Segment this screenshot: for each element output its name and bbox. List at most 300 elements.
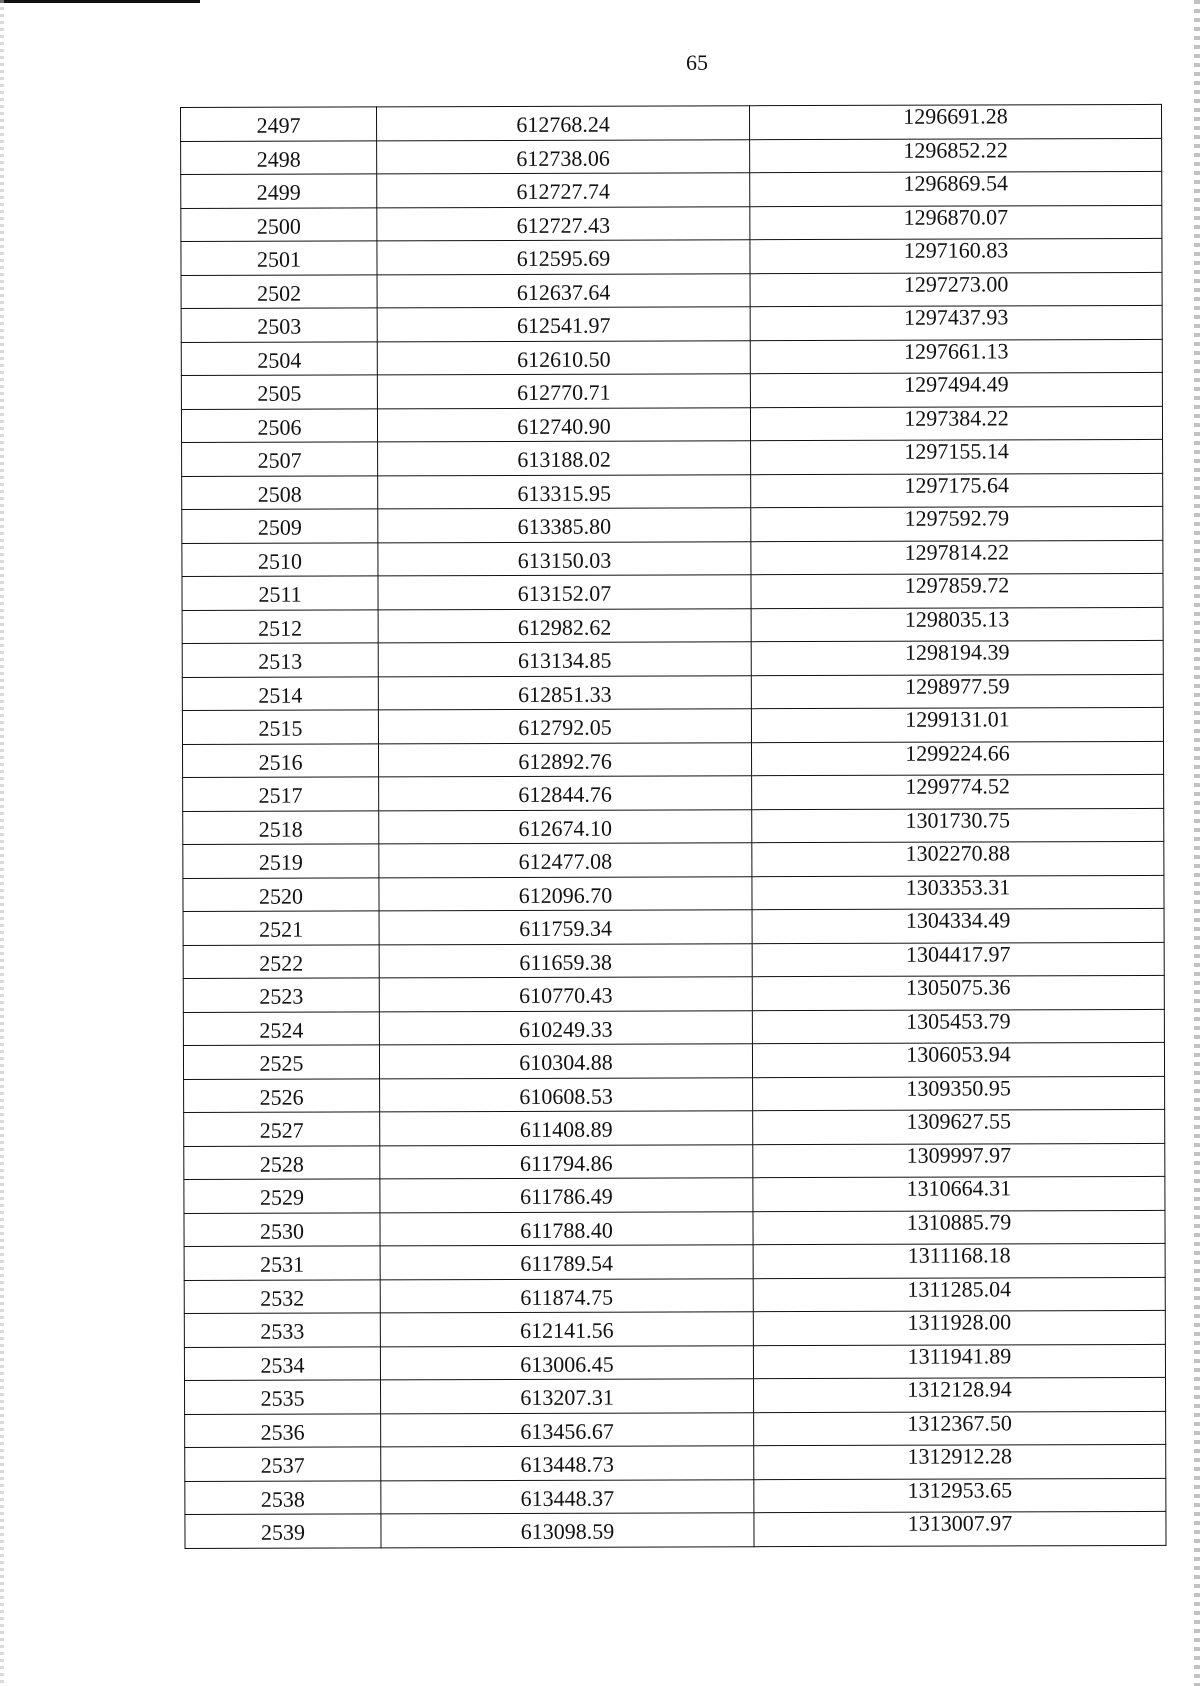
table-row	[184, 1243, 1165, 1280]
x-coordinate-text: 611874.75	[520, 1284, 614, 1310]
point-number-cell	[181, 341, 377, 375]
table-row	[184, 1210, 1165, 1247]
point-number-cell	[184, 1078, 380, 1112]
y-coordinate-cell	[750, 305, 1162, 340]
x-coordinate-text: 610608.53	[519, 1083, 613, 1109]
table-row	[181, 205, 1162, 242]
point-number-cell	[184, 1179, 380, 1213]
x-coordinate-text: 612727.74	[516, 178, 611, 205]
y-coordinate-text: 1298977.59	[905, 673, 1010, 699]
x-coordinate-text: 612477.08	[518, 848, 613, 875]
point-number-cell	[182, 609, 378, 643]
table-row	[184, 1344, 1165, 1381]
x-coordinate-text: 612982.62	[517, 614, 612, 640]
point-number-cell	[182, 676, 378, 710]
y-coordinate-text: 1296869.54	[903, 170, 1009, 196]
x-coordinate-cell	[380, 1379, 753, 1414]
table-row	[182, 707, 1163, 744]
table-row	[182, 506, 1163, 543]
x-coordinate-cell	[377, 374, 750, 409]
point-number-cell	[183, 1045, 379, 1079]
point-number-text: 2498	[256, 146, 301, 172]
table-row	[182, 473, 1163, 510]
y-coordinate-cell	[749, 104, 1161, 139]
y-coordinate-cell	[753, 1243, 1165, 1278]
point-number-cell	[184, 1246, 380, 1280]
point-number-text: 2537	[260, 1452, 305, 1479]
y-coordinate-text: 1309997.97	[906, 1142, 1012, 1168]
x-coordinate-cell	[378, 642, 751, 677]
table-row	[181, 339, 1162, 376]
point-number-text: 2504	[257, 347, 302, 373]
y-coordinate-cell	[754, 1444, 1166, 1479]
x-coordinate-cell	[378, 474, 751, 509]
table-row	[183, 741, 1164, 778]
point-number-cell	[184, 1112, 380, 1146]
y-coordinate-text: 1311941.89	[907, 1343, 1012, 1369]
x-coordinate-cell	[379, 843, 752, 878]
table-row	[185, 1444, 1166, 1481]
y-coordinate-text: 1304417.97	[905, 941, 1011, 967]
point-number-text: 2514	[258, 682, 303, 708]
point-number-cell	[183, 1011, 379, 1045]
x-coordinate-text: 612727.43	[516, 212, 611, 238]
x-coordinate-text: 612768.24	[516, 111, 610, 138]
y-coordinate-cell	[751, 607, 1163, 642]
table-row	[185, 1478, 1166, 1515]
y-coordinate-cell	[751, 741, 1163, 776]
x-coordinate-cell	[378, 441, 751, 476]
y-coordinate-text: 1296691.28	[903, 103, 1008, 129]
x-coordinate-cell	[380, 1178, 753, 1213]
x-coordinate-text: 612844.76	[518, 781, 612, 808]
y-coordinate-text: 1299131.01	[905, 706, 1010, 732]
point-number-cell	[185, 1480, 381, 1514]
point-number-cell	[183, 911, 379, 945]
table-row	[183, 975, 1164, 1012]
table-row	[183, 1042, 1164, 1079]
point-number-text: 2523	[259, 983, 304, 1010]
x-coordinate-text: 612740.90	[517, 413, 611, 439]
y-coordinate-text: 1297155.14	[904, 438, 1009, 464]
x-coordinate-text: 610770.43	[519, 982, 613, 1009]
y-coordinate-cell	[753, 1076, 1165, 1111]
point-number-cell	[181, 140, 377, 174]
point-number-text: 2519	[258, 849, 303, 876]
x-coordinate-text: 612595.69	[516, 245, 611, 272]
x-coordinate-cell	[377, 106, 750, 141]
y-coordinate-text: 1306053.94	[906, 1041, 1011, 1067]
point-number-text: 2505	[257, 380, 302, 407]
y-coordinate-cell	[753, 1109, 1165, 1144]
point-number-text: 2526	[259, 1084, 304, 1110]
point-number-text: 2530	[259, 1218, 305, 1244]
point-number-cell	[182, 442, 378, 476]
point-number-text: 2521	[259, 916, 304, 943]
y-coordinate-cell	[752, 908, 1164, 943]
x-coordinate-text: 613448.73	[520, 1451, 615, 1478]
y-coordinate-text: 1298035.13	[904, 606, 1010, 632]
y-coordinate-text: 1297384.22	[904, 405, 1009, 431]
y-coordinate-text: 1297273.00	[903, 271, 1009, 297]
y-coordinate-cell	[753, 1210, 1165, 1245]
table-row	[183, 942, 1164, 979]
y-coordinate-text: 1299774.52	[905, 773, 1010, 799]
point-number-cell	[185, 1447, 381, 1481]
x-coordinate-text: 612674.10	[518, 815, 613, 841]
y-coordinate-text: 1297175.64	[904, 472, 1009, 498]
x-coordinate-text: 613315.95	[517, 480, 612, 506]
x-coordinate-text: 612541.97	[516, 312, 611, 339]
x-coordinate-cell	[380, 1312, 753, 1347]
point-number-text: 2518	[258, 816, 303, 842]
table-row	[182, 573, 1163, 610]
x-coordinate-cell	[378, 709, 751, 744]
x-coordinate-cell	[378, 608, 751, 643]
table-row	[181, 104, 1162, 141]
x-coordinate-cell	[380, 1245, 753, 1280]
y-coordinate-cell	[752, 975, 1164, 1010]
x-coordinate-text: 613456.67	[520, 1418, 614, 1444]
y-coordinate-cell	[753, 1377, 1165, 1412]
table-row	[182, 674, 1163, 711]
x-coordinate-cell	[378, 575, 751, 610]
y-coordinate-text: 1305075.36	[905, 974, 1011, 1000]
x-coordinate-cell	[377, 139, 750, 174]
y-coordinate-cell	[754, 1511, 1166, 1546]
point-number-cell	[182, 643, 378, 677]
point-number-text: 2509	[257, 514, 302, 541]
table-row	[181, 272, 1162, 309]
y-coordinate-cell	[753, 1310, 1165, 1345]
table-row	[184, 1310, 1165, 1347]
table-row	[183, 908, 1164, 945]
x-coordinate-cell	[380, 1345, 753, 1380]
table-row	[184, 1109, 1165, 1146]
x-coordinate-cell	[378, 541, 751, 576]
point-number-text: 2529	[259, 1184, 304, 1211]
point-number-text: 2535	[260, 1385, 305, 1412]
point-number-text: 2499	[256, 179, 301, 206]
x-coordinate-cell	[379, 742, 752, 777]
x-coordinate-text: 610304.88	[519, 1049, 613, 1076]
y-coordinate-cell	[750, 272, 1162, 307]
point-number-cell	[182, 509, 378, 543]
x-coordinate-cell	[380, 1077, 753, 1112]
point-number-text: 2501	[256, 246, 302, 273]
point-number-text: 2510	[257, 548, 302, 574]
table-row	[182, 640, 1163, 677]
point-number-cell	[183, 810, 379, 844]
point-number-text: 2516	[258, 749, 303, 775]
y-coordinate-text: 1311928.00	[907, 1309, 1012, 1335]
x-coordinate-cell	[380, 1111, 753, 1146]
point-number-cell	[184, 1279, 380, 1313]
page-number	[0, 50, 1200, 76]
x-coordinate-text: 613207.31	[520, 1384, 614, 1411]
y-coordinate-cell	[752, 875, 1164, 910]
point-number-text: 2533	[260, 1318, 305, 1345]
y-coordinate-cell	[754, 1478, 1166, 1513]
point-number-text: 2517	[258, 782, 303, 809]
table-row	[181, 171, 1162, 208]
x-coordinate-text: 612610.50	[517, 346, 611, 372]
point-number-text: 2528	[259, 1151, 304, 1177]
point-number-cell	[183, 844, 379, 878]
x-coordinate-cell	[377, 340, 750, 375]
point-number-text: 2511	[258, 581, 302, 608]
y-coordinate-cell	[750, 205, 1162, 240]
point-number-cell	[184, 1212, 380, 1246]
y-coordinate-text: 1298194.39	[904, 639, 1010, 665]
x-coordinate-text: 611408.89	[519, 1116, 613, 1143]
point-number-text: 2497	[256, 112, 301, 139]
y-coordinate-cell	[752, 1009, 1164, 1044]
point-number-cell	[181, 207, 377, 241]
y-coordinate-cell	[753, 1143, 1165, 1178]
scan-right-edge	[1194, 0, 1200, 1686]
point-number-text: 2502	[257, 280, 302, 306]
point-number-cell	[183, 978, 379, 1012]
x-coordinate-cell	[381, 1513, 754, 1548]
point-number-text: 2539	[260, 1519, 306, 1546]
x-coordinate-cell	[380, 1211, 753, 1246]
point-number-text: 2536	[260, 1419, 305, 1445]
x-coordinate-cell	[379, 943, 752, 978]
y-coordinate-text: 1297160.83	[903, 237, 1009, 263]
x-coordinate-cell	[377, 206, 750, 241]
point-number-text: 2532	[260, 1285, 305, 1311]
point-number-text: 2512	[258, 615, 303, 641]
point-number-cell	[183, 944, 379, 978]
point-number-cell	[182, 710, 378, 744]
point-number-text: 2508	[257, 481, 302, 507]
point-number-cell	[181, 375, 377, 409]
table-row	[183, 808, 1164, 845]
x-coordinate-text: 613150.03	[517, 547, 612, 573]
x-coordinate-cell	[379, 809, 752, 844]
x-coordinate-cell	[381, 1446, 754, 1481]
y-coordinate-cell	[753, 1277, 1165, 1312]
table-row	[181, 238, 1162, 275]
table-row	[181, 138, 1162, 175]
y-coordinate-cell	[751, 573, 1163, 608]
x-coordinate-text: 613385.80	[517, 513, 612, 540]
x-coordinate-cell	[381, 1412, 754, 1447]
x-coordinate-cell	[380, 1278, 753, 1313]
point-number-cell	[182, 576, 378, 610]
x-coordinate-text: 613098.59	[520, 1518, 615, 1545]
y-coordinate-cell	[753, 1344, 1165, 1379]
table-row	[184, 1176, 1165, 1213]
point-number-text: 2525	[259, 1050, 304, 1077]
x-coordinate-cell	[379, 876, 752, 911]
y-coordinate-cell	[752, 942, 1164, 977]
table-row	[184, 1076, 1165, 1113]
table-row	[182, 439, 1163, 476]
y-coordinate-text: 1309627.55	[906, 1108, 1011, 1134]
y-coordinate-cell	[752, 841, 1164, 876]
point-number-text: 2522	[259, 950, 304, 976]
y-coordinate-cell	[750, 171, 1162, 206]
table-row	[185, 1377, 1166, 1414]
x-coordinate-text: 613152.07	[517, 580, 612, 607]
x-coordinate-text: 611789.54	[520, 1250, 614, 1277]
x-coordinate-cell	[377, 407, 750, 442]
y-coordinate-text: 1297437.93	[903, 304, 1009, 330]
x-coordinate-text: 613188.02	[517, 446, 611, 473]
point-number-text: 2527	[259, 1117, 304, 1144]
y-coordinate-text: 1296852.22	[903, 137, 1008, 163]
x-coordinate-text: 611794.86	[519, 1150, 613, 1176]
y-coordinate-cell	[752, 774, 1164, 809]
point-number-cell	[182, 475, 378, 509]
y-coordinate-text: 1309350.95	[906, 1075, 1011, 1101]
y-coordinate-cell	[753, 1176, 1165, 1211]
point-number-cell	[181, 274, 377, 308]
x-coordinate-text: 613448.37	[520, 1485, 615, 1511]
x-coordinate-text: 611788.40	[520, 1217, 613, 1243]
point-number-cell	[185, 1413, 381, 1447]
y-coordinate-text: 1312953.65	[907, 1477, 1013, 1503]
x-coordinate-text: 612096.70	[518, 882, 613, 908]
y-coordinate-text: 1297661.13	[903, 338, 1009, 364]
point-number-text: 2538	[260, 1486, 305, 1512]
y-coordinate-text: 1297814.22	[904, 539, 1010, 565]
y-coordinate-text: 1296870.07	[903, 204, 1009, 230]
point-number-text: 2503	[257, 313, 302, 340]
y-coordinate-text: 1303353.31	[905, 874, 1011, 900]
y-coordinate-text: 1297494.49	[904, 371, 1009, 397]
point-number-cell	[181, 107, 377, 141]
y-coordinate-cell	[751, 674, 1163, 709]
point-number-cell	[181, 174, 377, 208]
y-coordinate-text: 1311168.18	[907, 1242, 1011, 1268]
x-coordinate-text: 611659.38	[519, 949, 613, 975]
y-coordinate-text: 1301730.75	[905, 807, 1011, 833]
x-coordinate-cell	[378, 675, 751, 710]
point-number-cell	[181, 308, 377, 342]
coordinates-table	[180, 104, 1167, 1549]
point-number-text: 2507	[257, 447, 302, 474]
x-coordinate-cell	[377, 273, 750, 308]
y-coordinate-text: 1311285.04	[907, 1276, 1012, 1302]
x-coordinate-text: 612637.64	[516, 279, 611, 305]
x-coordinate-text: 611759.34	[519, 915, 612, 942]
point-number-cell	[183, 777, 379, 811]
table-row	[183, 774, 1164, 811]
table-row	[185, 1411, 1166, 1448]
table-row	[182, 607, 1163, 644]
page-number-text: 65	[686, 50, 708, 75]
y-coordinate-text: 1299224.66	[905, 740, 1010, 766]
x-coordinate-cell	[379, 977, 752, 1012]
x-coordinate-cell	[377, 173, 750, 208]
table-body	[181, 104, 1167, 1548]
x-coordinate-text: 612770.71	[517, 379, 611, 406]
y-coordinate-cell	[751, 540, 1163, 575]
point-number-cell	[183, 743, 379, 777]
point-number-text: 2524	[259, 1017, 304, 1043]
y-coordinate-text: 1313007.97	[907, 1510, 1013, 1536]
x-coordinate-cell	[379, 910, 752, 945]
x-coordinate-cell	[379, 776, 752, 811]
x-coordinate-text: 611786.49	[520, 1183, 613, 1210]
y-coordinate-text: 1302270.88	[905, 840, 1011, 866]
y-coordinate-cell	[750, 138, 1162, 173]
y-coordinate-cell	[750, 406, 1162, 441]
table-row	[181, 305, 1162, 342]
point-number-cell	[185, 1514, 381, 1548]
x-coordinate-text: 612141.56	[520, 1317, 614, 1344]
y-coordinate-text: 1312367.50	[907, 1410, 1012, 1436]
x-coordinate-text: 613006.45	[520, 1351, 614, 1377]
y-coordinate-cell	[752, 808, 1164, 843]
point-number-text: 2513	[258, 648, 303, 675]
x-coordinate-cell	[378, 508, 751, 543]
table-row	[185, 1511, 1166, 1548]
x-coordinate-text: 610249.33	[519, 1016, 613, 1042]
x-coordinate-cell	[379, 1044, 752, 1079]
point-number-cell	[184, 1346, 380, 1380]
point-number-text: 2520	[258, 883, 304, 909]
y-coordinate-cell	[751, 506, 1163, 541]
x-coordinate-text: 612792.05	[518, 714, 612, 741]
x-coordinate-text: 612892.76	[518, 748, 612, 774]
x-coordinate-text: 612738.06	[516, 145, 610, 171]
point-number-cell	[183, 877, 379, 911]
point-number-text: 2534	[260, 1352, 305, 1378]
point-number-cell	[184, 1313, 380, 1347]
y-coordinate-cell	[751, 473, 1163, 508]
point-number-cell	[185, 1380, 381, 1414]
scan-edge-line	[0, 0, 200, 3]
table-row	[184, 1143, 1165, 1180]
y-coordinate-text: 1297592.79	[904, 505, 1010, 531]
point-number-cell	[181, 408, 377, 442]
y-coordinate-cell	[752, 1042, 1164, 1077]
point-number-cell	[181, 241, 377, 275]
x-coordinate-cell	[381, 1479, 754, 1514]
y-coordinate-text: 1312912.28	[907, 1443, 1013, 1469]
x-coordinate-text: 613134.85	[517, 647, 612, 674]
y-coordinate-cell	[751, 640, 1163, 675]
y-coordinate-cell	[751, 707, 1163, 742]
y-coordinate-cell	[750, 372, 1162, 407]
y-coordinate-text: 1305453.79	[906, 1008, 1011, 1034]
y-coordinate-text: 1312128.94	[907, 1376, 1012, 1402]
table-row	[183, 875, 1164, 912]
point-number-text: 2506	[257, 414, 302, 440]
table-row	[182, 540, 1163, 577]
table-row	[181, 372, 1162, 409]
table-row	[184, 1277, 1165, 1314]
y-coordinate-cell	[750, 339, 1162, 374]
point-number-text: 2500	[256, 213, 301, 239]
x-coordinate-text: 612851.33	[518, 681, 612, 707]
x-coordinate-cell	[377, 307, 750, 342]
point-number-cell	[182, 542, 378, 576]
y-coordinate-cell	[754, 1411, 1166, 1446]
table-row	[183, 841, 1164, 878]
x-coordinate-cell	[379, 1010, 752, 1045]
x-coordinate-cell	[377, 240, 750, 275]
y-coordinate-text: 1310664.31	[906, 1175, 1012, 1201]
x-coordinate-cell	[380, 1144, 753, 1179]
y-coordinate-cell	[751, 439, 1163, 474]
table-row	[183, 1009, 1164, 1046]
table-row	[181, 406, 1162, 443]
